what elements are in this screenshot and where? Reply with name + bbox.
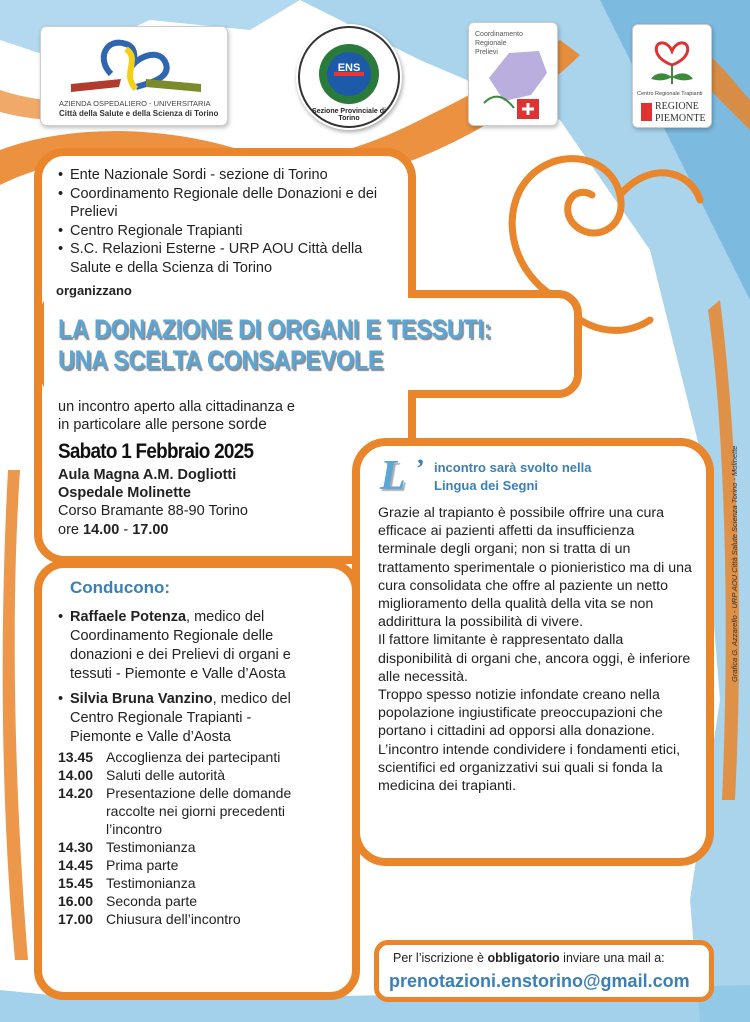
time-prefix: ore	[58, 522, 83, 538]
host-1: • Raffaele Potenza, medico del Coordinamento Regionale delle donazioni e dei Prelievi di organi e tessuti - Piemonte e Valle d’Aosta	[58, 609, 291, 682]
title-line-1: LA DONAZIONE DI ORGANI E TESSUTI:	[58, 314, 492, 344]
program-row	[58, 838, 332, 856]
graphic-credit: Grafica G. Azzarello - URP AOU Città Salute Scienza Torino - Molinette	[730, 445, 739, 682]
coordinamento-logo	[468, 22, 558, 126]
registration-required: obbligatorio	[487, 951, 560, 965]
organizers-list	[56, 166, 386, 277]
subtitle-line-2: in particolare alle persone	[58, 417, 229, 433]
aou-name-line2: Città della Salute e della Scienza di Torino	[59, 109, 219, 118]
event-address: Corso Bramante 88-90 Torino	[58, 503, 248, 519]
program-time: 14.20	[58, 785, 94, 801]
program-time: 15.45	[58, 875, 94, 891]
coord-line2: Regionale	[475, 40, 507, 47]
program-item: Testimonianza	[106, 839, 196, 855]
event-venue-2: Ospedale Molinette	[58, 485, 191, 501]
host-2-role-3: Piemonte e Valle d’Aosta	[70, 729, 231, 745]
program-time: 16.00	[58, 893, 94, 909]
info-paragraph-3: Troppo spesso notizie infondate creano nella popolazione ingiustificate preoccupazioni che portano i cittadini ad opporsi alla donazione.	[378, 687, 663, 740]
host-2-name: Silvia Bruna Vanzino	[70, 691, 213, 707]
aou-heart-icon	[41, 29, 227, 99]
ens-badge-text: ENS	[337, 62, 361, 74]
crt-line2: REGIONE	[655, 101, 699, 112]
coord-line1: Coordinamento	[475, 31, 523, 38]
aou-logo	[40, 26, 228, 126]
list-item: • Ente Nazionale Sordi - sezione di Torino	[56, 166, 386, 185]
program-row	[58, 874, 332, 892]
subtitle-line-1: un incontro aperto alla cittadinanza e	[58, 399, 295, 415]
subtitle	[58, 398, 295, 434]
program-row	[58, 766, 332, 784]
list-item: • Centro Regionale Trapianti	[56, 222, 386, 241]
sign-language-note	[378, 453, 696, 500]
hosts-heading: Conducono:	[70, 578, 171, 597]
program-item: Accoglienza dei partecipanti	[106, 749, 281, 765]
host-1-role: , medico del	[186, 609, 265, 625]
registration-email[interactable]: prenotazioni.enstorino@gmail.com	[389, 971, 690, 991]
program-time: 13.45	[58, 749, 94, 765]
host-1-role-2: Coordinamento Regionale delle	[70, 628, 274, 644]
subtitle-deaf: sorde	[228, 416, 267, 433]
program-row	[58, 892, 332, 910]
ens-logo	[296, 24, 402, 130]
program-item: Chiusura dell’incontro	[106, 911, 241, 927]
time-end: 17.00	[132, 522, 169, 538]
program-item: Seconda parte	[106, 893, 198, 909]
time-separator: -	[119, 522, 133, 538]
info-paragraph-2: Il fattore limitante è rappresentato dalla disponibilità di organi che, ancora oggi, è inferiore alle necessità.	[378, 632, 691, 685]
program-row	[58, 748, 332, 766]
coord-line3: Prelievi	[475, 49, 498, 56]
piemonte-map-icon	[469, 23, 557, 123]
program-row	[58, 856, 332, 874]
sign-line-1: incontro sarà svolto nella	[434, 460, 592, 475]
apostrophe: ’	[416, 454, 425, 483]
heart-flower-icon	[633, 29, 711, 89]
list-item: • Coordinamento Regionale delle Donazioni e dei Prelievi	[56, 185, 386, 222]
host-1-role-4: tessuti - Piemonte e Valle d’Aosta	[70, 666, 286, 682]
event-title	[58, 314, 562, 376]
program-time: 14.45	[58, 857, 94, 873]
ens-caption: Sezione Provinciale di Torino	[312, 108, 386, 122]
aou-name-line1: AZIENDA OSPEDALIERO - UNIVERSITARIA	[59, 99, 211, 108]
event-date: Sabato 1 Febbraio 2025	[58, 440, 254, 463]
host-2-role-2: Centro Regionale Trapianti -	[70, 710, 252, 726]
event-time	[58, 521, 275, 539]
program-time: 14.30	[58, 839, 94, 855]
big-letter: L	[380, 453, 406, 499]
crt-line1: Centro Regionale Trapianti	[637, 91, 703, 97]
host-2-role: , medico del	[212, 691, 291, 707]
program-row	[58, 784, 332, 838]
program-time: 14.00	[58, 767, 94, 783]
sign-line-2: Lingua dei Segni	[434, 478, 539, 493]
host-1-name: Raffaele Potenza	[70, 609, 187, 625]
title-line-2: UNA SCELTA CONSAPEVOLE	[58, 345, 384, 375]
info-paragraph-1: Grazie al trapianto è possibile offrire una cura efficace ai pazienti affetti da insufficienza terminale degli organi; non si tratta di un trattamento sperimentale o pionieristico ma di una cura consolidata che offre al paziente un netto miglioramento della qualità della vita se non addirittura la possibilità di vivere.	[378, 505, 692, 631]
info-section	[378, 453, 696, 795]
program-item: Saluti delle autorità	[106, 767, 226, 783]
program-item: Prima parte	[106, 857, 179, 873]
time-start: 14.00	[83, 522, 120, 538]
regione-shield-icon	[641, 103, 652, 121]
host-2: • Silvia Bruna Vanzino, medico del Centro Regionale Trapianti - Piemonte e Valle d’Aosta	[58, 691, 291, 745]
info-body	[378, 504, 696, 795]
registration-text-a: Per l’iscrizione è	[393, 951, 488, 965]
program-item: Presentazione delle domande raccolte nei giorni precedenti l’incontro	[106, 785, 292, 837]
event-venue-1: Aula Magna A.M. Dogliotti	[58, 467, 237, 483]
program-row	[58, 910, 332, 928]
program-time: 17.00	[58, 911, 94, 927]
crt-line3: PIEMONTE	[655, 113, 706, 124]
crt-piemonte-logo	[632, 24, 712, 128]
event-details	[58, 440, 275, 539]
organizers-section	[56, 166, 386, 298]
registration-box	[374, 940, 714, 1002]
info-paragraph-4: L’incontro intende condividere i fondamenti etici, scientifici ed organizzativi sui quali si fonda la medicina dei trapianti.	[378, 741, 681, 795]
organize-label: organizzano	[56, 283, 132, 298]
host-1-role-3: donazioni e dei Prelievi di organi e	[70, 647, 291, 663]
registration-text-c: inviare una mail a:	[559, 951, 665, 965]
program-list	[58, 748, 332, 928]
hosts-section	[56, 578, 346, 747]
registration-text	[393, 951, 665, 965]
list-item: • S.C. Relazioni Esterne - URP AOU Città della Salute e della Scienza di Torino	[56, 240, 386, 277]
program-item: Testimonianza	[106, 875, 196, 891]
